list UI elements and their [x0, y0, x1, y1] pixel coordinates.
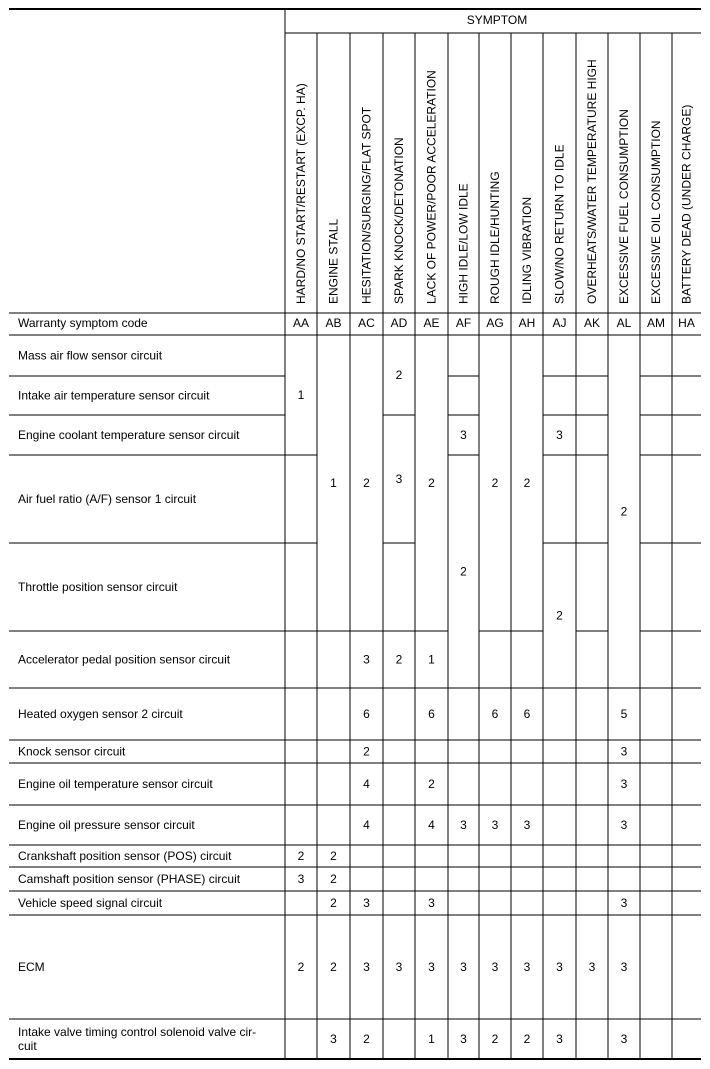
component-row-label: Camshaft position sensor (PHASE) circuit [18, 872, 241, 886]
symptom-code: AF [455, 316, 472, 330]
matrix-cell-value: 3 [460, 818, 467, 832]
matrix-cell-value: 2 [395, 652, 403, 667]
matrix-cell-value: 2 [297, 960, 305, 974]
matrix-cell-value: 3 [460, 960, 467, 974]
matrix-cell-value: 2 [491, 476, 499, 490]
matrix-cell-value: 6 [363, 707, 370, 721]
matrix-cell-value: 6 [491, 707, 499, 721]
matrix-cell-value: 2 [460, 564, 467, 579]
warranty-code-row-label: Warranty symptom code [18, 316, 148, 330]
symptom-code: AH [518, 316, 536, 330]
matrix-cell-value: 3 [491, 818, 499, 832]
matrix-cell-value: 3 [363, 652, 370, 667]
matrix-cell-value: 3 [460, 428, 467, 442]
matrix-cell-value: 2 [556, 608, 563, 623]
matrix-cell-value: 2 [395, 368, 403, 382]
matrix-cell-value: 3 [620, 960, 628, 974]
matrix-cell-value: 2 [523, 1032, 531, 1046]
symptom-header: IDLING VIBRATION [520, 196, 534, 304]
matrix-cell-value: 3 [428, 960, 435, 974]
symptom-header: OVERHEATS/WATER TEMPERATURE HIGH [585, 59, 599, 304]
matrix-cell-value: 3 [330, 1032, 337, 1046]
component-row-label: Vehicle speed signal circuit [18, 896, 163, 910]
matrix-cell-value: 2 [297, 849, 305, 863]
matrix-cell-value: 3 [297, 872, 305, 886]
symptom-header: LACK OF POWER/POOR ACCELERATION [424, 70, 439, 304]
matrix-cell-value: 3 [363, 960, 370, 974]
symptom-code: AJ [552, 316, 567, 330]
component-row-labels [18, 349, 256, 1054]
matrix-cell-value: 3 [395, 472, 403, 486]
symptom-header: HIGH IDLE/LOW IDLE [456, 183, 471, 304]
matrix-cell-value: 6 [523, 707, 531, 721]
matrix-cell-value: 1 [297, 388, 305, 402]
matrix-cell-value: 3 [620, 818, 628, 832]
symptom-header: SLOW/NO RETURN TO IDLE [552, 144, 567, 304]
component-row-label: Knock sensor circuit [18, 744, 126, 759]
symptom-code: AD [390, 316, 408, 330]
matrix-cell-value: 3 [395, 960, 403, 974]
matrix-cell-value: 1 [330, 476, 337, 490]
matrix-cell-value: 3 [428, 896, 435, 910]
matrix-cell-value: 3 [363, 896, 370, 910]
component-row-label: Engine oil pressure sensor circuit [18, 818, 195, 832]
matrix-cell-value: 3 [620, 1032, 628, 1046]
matrix-cell-value: 3 [620, 896, 628, 910]
matrix-cell-value: 2 [330, 849, 337, 863]
component-row-label: Throttle position sensor circuit [18, 580, 178, 594]
symptom-column-headers [294, 59, 694, 304]
matrix-cell-value: 6 [428, 707, 435, 721]
matrix-cell-value: 3 [588, 960, 596, 974]
symptom-header: HESITATION/SURGING/FLAT SPOT [359, 106, 374, 304]
matrix-cell-value: 2 [330, 872, 337, 886]
matrix-cell-value: 3 [460, 1032, 467, 1046]
matrix-cell-value: 3 [491, 960, 499, 974]
matrix-cell-value: 1 [428, 652, 435, 667]
symptom-header: EXCESSIVE FUEL CONSUMPTION [617, 109, 631, 304]
component-row-label: Accelerator pedal position sensor circuit [18, 652, 231, 667]
matrix-cell-value: 1 [428, 1032, 435, 1046]
matrix-cell-value: 3 [523, 818, 531, 832]
component-row-label: Engine coolant temperature sensor circuit [18, 428, 240, 442]
symptom-code: HA [678, 316, 695, 330]
matrix-cell-value: 2 [523, 476, 531, 490]
matrix-cell-value: 4 [363, 777, 370, 791]
matrix-cell-value: 4 [428, 818, 435, 832]
matrix-cell-value: 5 [620, 707, 628, 721]
component-row-label: Mass air flow sensor circuit [18, 348, 163, 363]
matrix-cell-value: 3 [620, 777, 628, 791]
component-row-label: Air fuel ratio (A/F) sensor 1 circuit [18, 492, 197, 506]
matrix-cell-value: 2 [330, 896, 337, 910]
symptom-header: ENGINE STALL [326, 218, 341, 304]
symptom-header: BATTERY DEAD (UNDER CHARGE) [679, 104, 694, 304]
matrix-cell-value: 2 [620, 504, 628, 519]
matrix-cell-value: 3 [556, 428, 563, 442]
matrix-cell-value: 2 [363, 1032, 370, 1046]
matrix-cell-value: 2 [428, 476, 435, 490]
matrix-cell-value: 3 [523, 960, 531, 974]
symptom-code: AL [616, 316, 632, 330]
symptom-code: AA [292, 316, 310, 330]
component-row-label: ECM [18, 960, 45, 974]
symptom-code: AC [358, 316, 375, 330]
matrix-cell-value: 2 [330, 960, 337, 974]
matrix-cell-value: 2 [491, 1032, 499, 1046]
symptom-header: SPARK KNOCK/DETONATION [392, 137, 406, 304]
symptom-code: AG [486, 316, 504, 330]
matrix-cell-value: 3 [556, 1032, 563, 1046]
matrix-cell-value: 2 [363, 744, 370, 759]
symptom-code: AB [325, 316, 342, 330]
component-row-label: Intake air temperature sensor circuit [18, 388, 210, 403]
symptom-code-row [293, 316, 695, 330]
matrix-cell-value: 3 [556, 960, 563, 974]
symptom-header: HARD/NO START/RESTART (EXCP. HA) [294, 83, 308, 304]
symptom-header: ROUGH IDLE/HUNTING [488, 171, 502, 304]
matrix-cell-value: 2 [363, 476, 370, 490]
component-row-label: Intake valve timing control solenoid valve cir-cuit [18, 1025, 257, 1053]
matrix-values [298, 368, 628, 1046]
component-row-label: Crankshaft position sensor (POS) circuit [18, 849, 232, 863]
matrix-cell-value: 2 [428, 777, 435, 791]
component-row-label: Engine oil temperature sensor circuit [18, 777, 213, 791]
symptom-code: AM [647, 316, 665, 330]
symptom-header: EXCESSIVE OIL CONSUMPTION [649, 120, 663, 304]
symptom-group-header: SYMPTOM [466, 13, 528, 27]
matrix-cell-value: 3 [620, 744, 628, 759]
symptom-code: AK [583, 316, 601, 330]
component-row-label: Heated oxygen sensor 2 circuit [18, 707, 183, 721]
symptom-code: AE [423, 316, 440, 330]
matrix-cell-value: 4 [363, 818, 370, 832]
